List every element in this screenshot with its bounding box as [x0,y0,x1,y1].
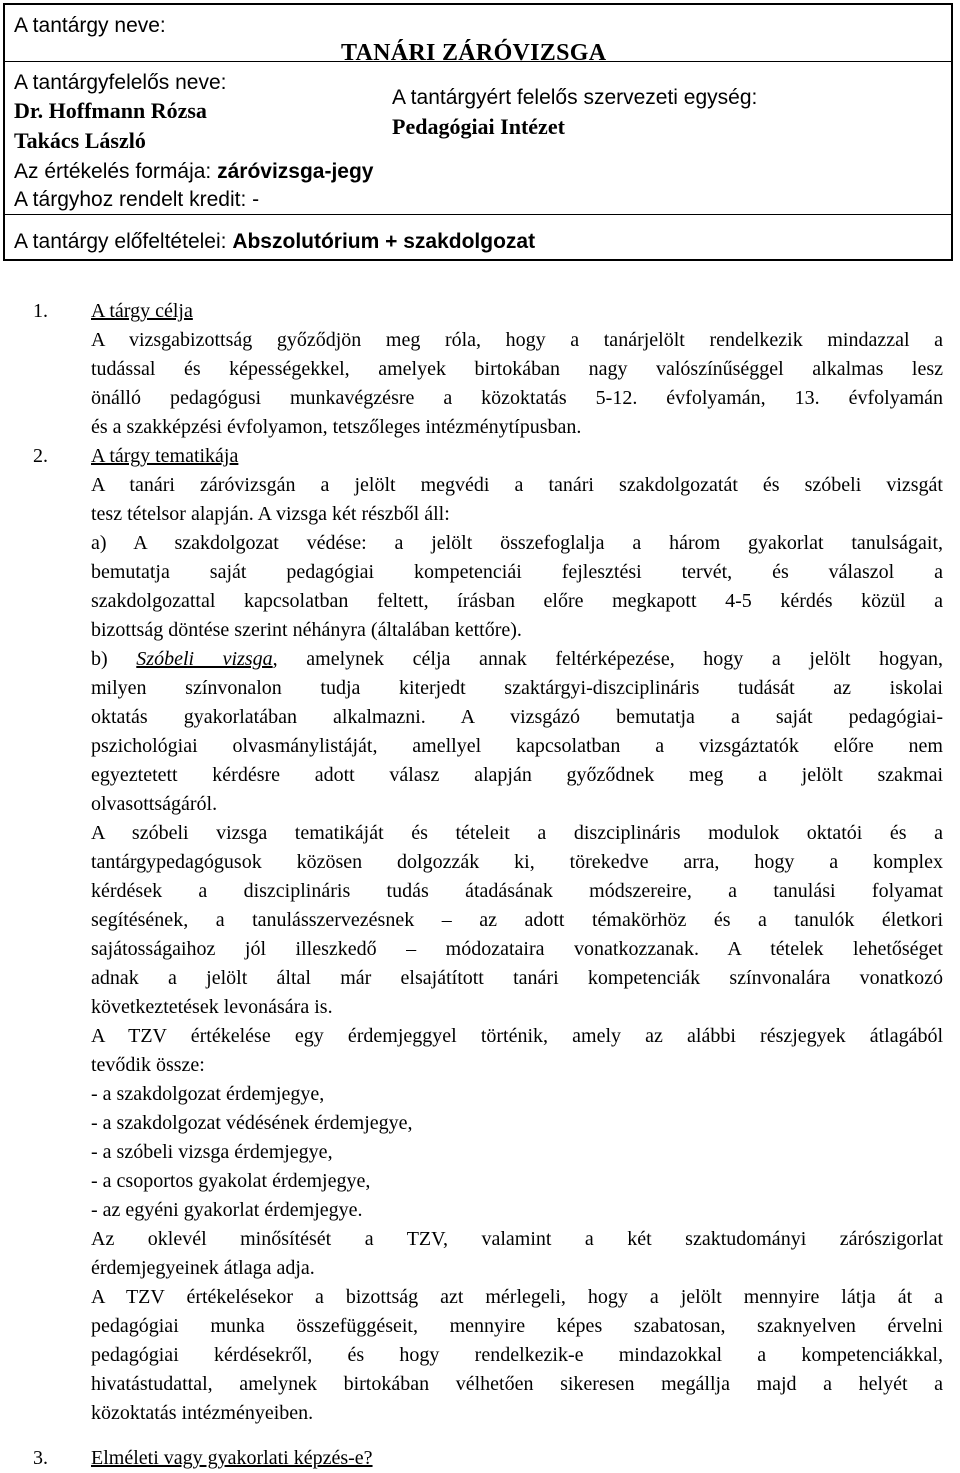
paragraph-line: egyeztetett kérdésre adott válasz alapján győződnek meg a jelölt szakmai [91,764,943,786]
list-item: - a szakdolgozat érdemjegye, [91,1083,325,1105]
list-item: - az egyéni gyakorlat érdemjegye. [91,1199,363,1221]
responsible-label: A tantárgyfelelős neve: [14,71,227,94]
section-1-title: A tárgy célja [91,300,193,322]
paragraph-line: adnak a jelölt által már elsajátított tanári kompetenciák színvonalára vonatkozó [91,967,943,989]
credit-line: A tárgyhoz rendelt kredit: - [14,188,260,211]
paragraph-line: A vizsgabizottság győződjön meg róla, hogy a tanárjelölt rendelkezik mindazzal a [91,329,943,351]
paragraph-line: oktatás gyakorlatában alkalmazni. A vizsgázó bemutatja a saját pedagógiai- [91,706,943,728]
section-2-title: A tárgy tematikája [91,445,239,467]
paragraph-line: olvasottságáról. [91,793,218,815]
evaluation-value: záróvizsga-jegy [217,160,374,183]
unit-value: Pedagógiai Intézet [392,114,565,139]
prerequisites [14,229,535,255]
paragraph-line: pedagógiai kérdésekről, és hogy rendelkezik-e mindazokkal a kompetenciákkal, [91,1344,943,1366]
paragraph-line: és a szakképzési évfolyamon, tetszőleges intézménytípusban. [91,416,582,438]
paragraph-line: A szóbeli vizsga tematikáját és tételeit a diszciplináris modulok oktatói és a [91,822,943,844]
section-3-title: Elméleti vagy gyakorlati képzés-e? [91,1447,373,1469]
paragraph-line: tevődik össze: [91,1054,205,1076]
paragraph-line: következtetések levonására is. [91,996,333,1018]
paragraph-line: a) A szakdolgozat védése: a jelölt összefoglalja a három gyakorlat tanulságait, [91,532,943,554]
divider [5,214,951,215]
paragraph-line: pszichológiai olvasmánylistáját, amellyel kapcsolatban a vizsgáztatók előre nem [91,735,943,757]
paragraph-line: érdemjegyeinek átlaga adja. [91,1257,315,1279]
oral-exam-term: Szóbeli vizsga [136,648,273,670]
section-2-number: 2. [33,445,48,467]
subject-header-box [3,3,953,261]
paragraph-line: sajátosságaihoz jól illeszkedő – módozataira vonatkozzanak. A tételek lehetőséget [91,938,943,960]
paragraph-line: szakdolgozattal kapcsolatban feltett, írásban előre megkapott 4-5 kérdés közül a [91,590,943,612]
paragraph-line: A TZV értékelésekor a bizottság azt mérlegeli, hogy a jelölt mennyire látja át a [91,1286,943,1308]
exam-title: TANÁRI ZÁRÓVIZSGA [341,40,607,66]
responsible-name-2: Takács László [14,128,146,153]
paragraph-line: milyen színvonalon tudja kiterjedt szaktárgyi-diszciplináris tudását az iskolai [91,677,943,699]
paragraph-line: A TZV értékelése egy érdemjeggyel történik, amely az alábbi részjegyek átlagából [91,1025,943,1047]
paragraph-line: hivatástudattal, amelynek birtokában vélhetően sikeresen megállja majd a helyét a [91,1373,943,1395]
paragraph-line: segítésének, a tanulásszervezésnek – az adott témakörhöz és a tanulók életkori [91,909,943,931]
responsible-name-1: Dr. Hoffmann Rózsa [14,98,207,123]
evaluation-label: Az értékelés formája: [14,160,218,183]
paragraph-line: b) Szóbeli vizsga, amelynek célja annak feltérképezése, hogy a jelölt hogyan, [91,648,943,670]
paragraph-line: tudással és képességekkel, amelyek birtokában nagy valószínűséggel alkalmas lesz [91,358,943,380]
paragraph-line: kérdések a diszciplináris tudás átadásának módszereire, a tanulási folyamat [91,880,943,902]
prerequisites-label: A tantárgy előfeltételei: [14,230,233,253]
paragraph-line: önálló pedagógusi munkavégzésre a közoktatás 5-12. évfolyamán, 13. évfolyamán [91,387,943,409]
list-item: - a szakdolgozat védésének érdemjegye, [91,1112,413,1134]
paragraph-line: bemutatja saját pedagógiai kompetenciái fejlesztési tervét, és válaszol a [91,561,943,583]
list-item: - a szóbeli vizsga érdemjegye, [91,1141,333,1163]
evaluation-form [14,159,374,185]
prerequisites-value: Abszolutórium + szakdolgozat [232,230,536,253]
subject-name-label: A tantárgy neve: [14,14,166,37]
paragraph-line: tantárgypedagógusok közösen dolgozzák ki, törekedve arra, hogy a komplex [91,851,943,873]
list-item: - a csoportos gyakolat érdemjegye, [91,1170,371,1192]
paragraph-line: Az oklevél minősítését a TZV, valamint a két szaktudományi zárószigorlat [91,1228,943,1250]
paragraph-line: közoktatás intézményeiben. [91,1402,314,1424]
section-3-number: 3. [33,1447,48,1469]
paragraph-line: bizottság döntése szerint néhányra (általában kettőre). [91,619,522,641]
unit-label: A tantárgyért felelős szervezeti egység: [392,86,758,109]
section-1-number: 1. [33,300,48,322]
paragraph-line: A tanári záróvizsgán a jelölt megvédi a tanári szakdolgozatát és szóbeli vizsgát [91,474,943,496]
paragraph-line: pedagógiai munka összefüggéseit, mennyire képes szabatosan, szaknyelven érvelni [91,1315,943,1337]
paragraph-line: tesz tételsor alapján. A vizsga két részből áll: [91,503,450,525]
